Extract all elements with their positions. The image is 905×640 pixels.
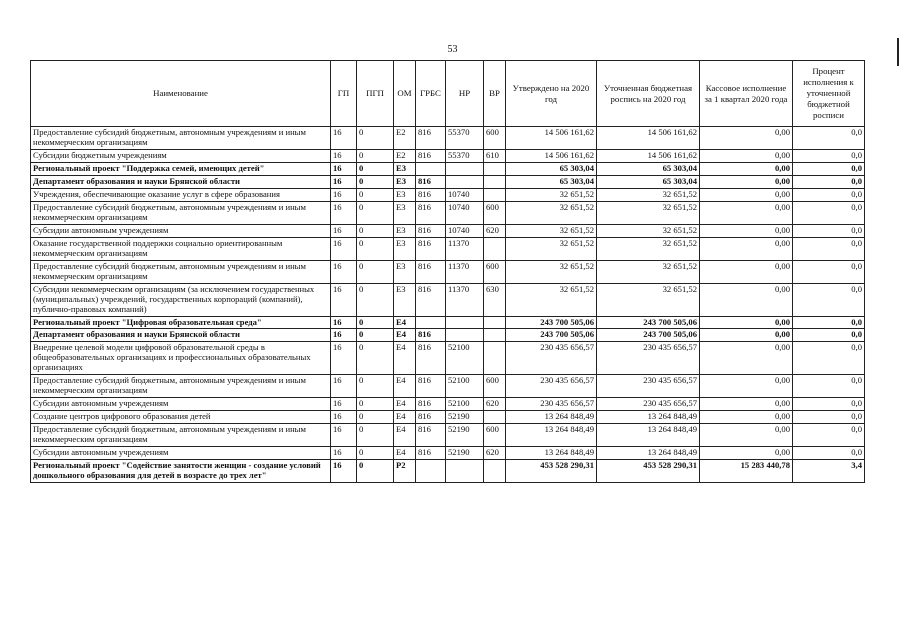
- row-gp: 16: [331, 424, 357, 447]
- row-pgp: 0: [357, 237, 394, 260]
- row-grbs: 816: [416, 149, 446, 162]
- row-percent: 0,0: [793, 411, 865, 424]
- table-row: [31, 398, 865, 411]
- row-om: P2: [394, 460, 416, 483]
- row-grbs: 816: [416, 201, 446, 224]
- table-row: [31, 283, 865, 316]
- row-pgp: 0: [357, 188, 394, 201]
- row-gp: 16: [331, 398, 357, 411]
- row-cash: 0,00: [700, 375, 793, 398]
- row-cash: 0,00: [700, 201, 793, 224]
- row-name: Субсидии некоммерческим организациям (за исключением государственных (муниципальных) учреждений, государственных корпораций (компаний), публично-правовых компаний): [31, 283, 331, 316]
- row-percent: 0,0: [793, 162, 865, 175]
- row-cash: 0,00: [700, 260, 793, 283]
- table-row: [31, 411, 865, 424]
- row-vr: [484, 329, 506, 342]
- row-cash: 0,00: [700, 447, 793, 460]
- row-percent: 0,0: [793, 342, 865, 375]
- row-vr: 600: [484, 127, 506, 150]
- row-np: 52100: [446, 342, 484, 375]
- row-pgp: 0: [357, 175, 394, 188]
- row-pgp: 0: [357, 411, 394, 424]
- row-name: Региональный проект "Поддержка семей, имеющих детей": [31, 162, 331, 175]
- row-gp: 16: [331, 237, 357, 260]
- row-vr: [484, 411, 506, 424]
- row-refined: 65 303,04: [597, 175, 700, 188]
- row-np: 52100: [446, 375, 484, 398]
- row-name: Департамент образования и науки Брянской области: [31, 329, 331, 342]
- header-refined: Уточненная бюджетная роспись на 2020 год: [597, 61, 700, 127]
- row-approved: 243 700 505,06: [506, 329, 597, 342]
- row-grbs: 816: [416, 224, 446, 237]
- row-gp: 16: [331, 316, 357, 329]
- row-np: [446, 316, 484, 329]
- row-percent: 0,0: [793, 149, 865, 162]
- row-np: 52190: [446, 424, 484, 447]
- row-grbs: 816: [416, 329, 446, 342]
- row-grbs: 816: [416, 411, 446, 424]
- row-percent: 0,0: [793, 316, 865, 329]
- row-refined: 230 435 656,57: [597, 375, 700, 398]
- row-refined: 453 528 290,31: [597, 460, 700, 483]
- row-approved: 65 303,04: [506, 162, 597, 175]
- row-gp: 16: [331, 411, 357, 424]
- row-gp: 16: [331, 149, 357, 162]
- row-refined: 13 264 848,49: [597, 411, 700, 424]
- row-om: E4: [394, 447, 416, 460]
- row-cash: 0,00: [700, 224, 793, 237]
- header-name: Наименование: [31, 61, 331, 127]
- row-percent: 0,0: [793, 283, 865, 316]
- header-percent: Процент исполнения к уточненной бюджетной росписи: [793, 61, 865, 127]
- row-pgp: 0: [357, 375, 394, 398]
- row-name: Субсидии автономным учреждениям: [31, 398, 331, 411]
- row-np: 55370: [446, 127, 484, 150]
- row-grbs: 816: [416, 424, 446, 447]
- row-cash: 0,00: [700, 411, 793, 424]
- table-row: [31, 149, 865, 162]
- row-refined: 243 700 505,06: [597, 329, 700, 342]
- row-np: 52190: [446, 447, 484, 460]
- header-om: ОМ: [394, 61, 416, 127]
- row-np: 52190: [446, 411, 484, 424]
- row-grbs: 816: [416, 398, 446, 411]
- row-name: Внедрение целевой модели цифровой образовательной среды в общеобразовательных организациях и профессиональных образовательных организациях: [31, 342, 331, 375]
- row-om: E4: [394, 398, 416, 411]
- row-grbs: 816: [416, 283, 446, 316]
- row-om: E4: [394, 316, 416, 329]
- row-gp: 16: [331, 460, 357, 483]
- row-pgp: 0: [357, 447, 394, 460]
- row-approved: 13 264 848,49: [506, 411, 597, 424]
- row-name: Предоставление субсидий бюджетным, автономным учреждениям и иным некоммерческим организациям: [31, 424, 331, 447]
- row-approved: 32 651,52: [506, 201, 597, 224]
- row-pgp: 0: [357, 224, 394, 237]
- row-approved: 14 506 161,62: [506, 149, 597, 162]
- row-gp: 16: [331, 175, 357, 188]
- row-gp: 16: [331, 224, 357, 237]
- row-om: E3: [394, 283, 416, 316]
- row-vr: [484, 175, 506, 188]
- row-om: E2: [394, 149, 416, 162]
- row-vr: 600: [484, 424, 506, 447]
- row-refined: 230 435 656,57: [597, 342, 700, 375]
- row-cash: 15 283 440,78: [700, 460, 793, 483]
- page-number: 53: [447, 44, 458, 55]
- row-percent: 0,0: [793, 375, 865, 398]
- row-name: Оказание государственной поддержки социально ориентированным некоммерческим организациям: [31, 237, 331, 260]
- row-pgp: 0: [357, 283, 394, 316]
- header-approved: Утверждено на 2020 год: [506, 61, 597, 127]
- row-om: E3: [394, 162, 416, 175]
- table-row: [31, 329, 865, 342]
- row-name: Предоставление субсидий бюджетным, автономным учреждениям и иным некоммерческим организациям: [31, 375, 331, 398]
- row-vr: [484, 237, 506, 260]
- row-approved: 65 303,04: [506, 175, 597, 188]
- row-grbs: [416, 460, 446, 483]
- row-gp: 16: [331, 447, 357, 460]
- row-percent: 0,0: [793, 447, 865, 460]
- row-approved: 32 651,52: [506, 237, 597, 260]
- row-vr: 600: [484, 375, 506, 398]
- row-vr: 630: [484, 283, 506, 316]
- row-refined: 13 264 848,49: [597, 447, 700, 460]
- row-grbs: 816: [416, 175, 446, 188]
- row-om: E4: [394, 375, 416, 398]
- row-percent: 0,0: [793, 175, 865, 188]
- row-grbs: 816: [416, 342, 446, 375]
- row-np: 55370: [446, 149, 484, 162]
- row-approved: 243 700 505,06: [506, 316, 597, 329]
- row-percent: 3,4: [793, 460, 865, 483]
- row-grbs: 816: [416, 188, 446, 201]
- row-gp: 16: [331, 260, 357, 283]
- table-row: [31, 375, 865, 398]
- row-grbs: 816: [416, 237, 446, 260]
- row-gp: 16: [331, 162, 357, 175]
- header-np: НР: [446, 61, 484, 127]
- row-refined: 14 506 161,62: [597, 127, 700, 150]
- row-approved: 13 264 848,49: [506, 447, 597, 460]
- row-name: Субсидии автономным учреждениям: [31, 447, 331, 460]
- row-pgp: 0: [357, 127, 394, 150]
- row-om: E4: [394, 411, 416, 424]
- header-cash: Кассовое исполнение за 1 квартал 2020 года: [700, 61, 793, 127]
- row-np: 11370: [446, 260, 484, 283]
- table-row: [31, 342, 865, 375]
- row-gp: 16: [331, 342, 357, 375]
- row-refined: 14 506 161,62: [597, 149, 700, 162]
- row-cash: 0,00: [700, 424, 793, 447]
- row-percent: 0,0: [793, 424, 865, 447]
- row-percent: 0,0: [793, 329, 865, 342]
- row-np: 52100: [446, 398, 484, 411]
- row-cash: 0,00: [700, 175, 793, 188]
- row-om: E4: [394, 329, 416, 342]
- row-name: Департамент образования и науки Брянской области: [31, 175, 331, 188]
- header-row: [31, 61, 865, 127]
- row-np: [446, 162, 484, 175]
- row-grbs: 816: [416, 375, 446, 398]
- row-cash: 0,00: [700, 329, 793, 342]
- budget-table: [30, 60, 865, 483]
- table-row: [31, 224, 865, 237]
- row-vr: 620: [484, 398, 506, 411]
- row-np: [446, 460, 484, 483]
- row-vr: 620: [484, 447, 506, 460]
- row-vr: 600: [484, 201, 506, 224]
- row-approved: 230 435 656,57: [506, 342, 597, 375]
- row-name: Предоставление субсидий бюджетным, автономным учреждениям и иным некоммерческим организациям: [31, 260, 331, 283]
- row-pgp: 0: [357, 201, 394, 224]
- row-cash: 0,00: [700, 188, 793, 201]
- row-om: E3: [394, 188, 416, 201]
- row-approved: 32 651,52: [506, 260, 597, 283]
- row-pgp: 0: [357, 260, 394, 283]
- row-pgp: 0: [357, 329, 394, 342]
- row-vr: [484, 460, 506, 483]
- row-name: Региональный проект "Содействие занятости женщин - создание условий дошкольного образования для детей в возрасте до трех лет": [31, 460, 331, 483]
- row-approved: 32 651,52: [506, 188, 597, 201]
- row-om: E3: [394, 224, 416, 237]
- row-name: Региональный проект "Цифровая образовательная среда": [31, 316, 331, 329]
- row-approved: 453 528 290,31: [506, 460, 597, 483]
- row-refined: 32 651,52: [597, 201, 700, 224]
- row-om: E4: [394, 424, 416, 447]
- row-vr: 610: [484, 149, 506, 162]
- row-name: Предоставление субсидий бюджетным, автономным учреждениям и иным некоммерческим организациям: [31, 201, 331, 224]
- row-grbs: 816: [416, 127, 446, 150]
- row-grbs: 816: [416, 447, 446, 460]
- table-row: [31, 201, 865, 224]
- row-percent: 0,0: [793, 398, 865, 411]
- row-vr: [484, 188, 506, 201]
- table-row: [31, 175, 865, 188]
- row-np: [446, 329, 484, 342]
- header-vr: ВР: [484, 61, 506, 127]
- row-approved: 13 264 848,49: [506, 424, 597, 447]
- row-refined: 32 651,52: [597, 224, 700, 237]
- row-name: Субсидии автономным учреждениям: [31, 224, 331, 237]
- row-percent: 0,0: [793, 127, 865, 150]
- row-grbs: 816: [416, 260, 446, 283]
- row-grbs: [416, 316, 446, 329]
- row-vr: [484, 162, 506, 175]
- table-row: [31, 127, 865, 150]
- row-refined: 32 651,52: [597, 283, 700, 316]
- row-approved: 32 651,52: [506, 283, 597, 316]
- row-cash: 0,00: [700, 149, 793, 162]
- table-row: [31, 237, 865, 260]
- row-om: E3: [394, 201, 416, 224]
- row-pgp: 0: [357, 149, 394, 162]
- row-om: E3: [394, 175, 416, 188]
- row-np: 11370: [446, 283, 484, 316]
- row-refined: 243 700 505,06: [597, 316, 700, 329]
- row-percent: 0,0: [793, 260, 865, 283]
- row-cash: 0,00: [700, 283, 793, 316]
- row-name: Предоставление субсидий бюджетным, автономным учреждениям и иным некоммерческим организациям: [31, 127, 331, 150]
- row-np: 11370: [446, 237, 484, 260]
- row-refined: 230 435 656,57: [597, 398, 700, 411]
- row-pgp: 0: [357, 424, 394, 447]
- row-om: E2: [394, 127, 416, 150]
- row-percent: 0,0: [793, 224, 865, 237]
- row-np: 10740: [446, 201, 484, 224]
- header-grbs: ГРБС: [416, 61, 446, 127]
- row-om: E4: [394, 342, 416, 375]
- row-approved: 14 506 161,62: [506, 127, 597, 150]
- row-np: 10740: [446, 224, 484, 237]
- row-om: E3: [394, 237, 416, 260]
- row-cash: 0,00: [700, 162, 793, 175]
- row-name: Субсидии бюджетным учреждениям: [31, 149, 331, 162]
- table-row: [31, 316, 865, 329]
- table-row: [31, 162, 865, 175]
- row-name: Учреждения, обеспечивающие оказание услуг в сфере образования: [31, 188, 331, 201]
- row-gp: 16: [331, 188, 357, 201]
- row-cash: 0,00: [700, 398, 793, 411]
- row-percent: 0,0: [793, 201, 865, 224]
- row-cash: 0,00: [700, 237, 793, 260]
- row-refined: 32 651,52: [597, 260, 700, 283]
- row-pgp: 0: [357, 342, 394, 375]
- row-gp: 16: [331, 201, 357, 224]
- header-gp: ГП: [331, 61, 357, 127]
- row-vr: [484, 316, 506, 329]
- row-np: [446, 175, 484, 188]
- row-name: Создание центров цифрового образования детей: [31, 411, 331, 424]
- row-om: E3: [394, 260, 416, 283]
- row-pgp: 0: [357, 162, 394, 175]
- row-percent: 0,0: [793, 188, 865, 201]
- row-percent: 0,0: [793, 237, 865, 260]
- row-cash: 0,00: [700, 316, 793, 329]
- row-vr: [484, 342, 506, 375]
- row-refined: 65 303,04: [597, 162, 700, 175]
- row-gp: 16: [331, 283, 357, 316]
- row-np: 10740: [446, 188, 484, 201]
- table-row: [31, 424, 865, 447]
- row-approved: 230 435 656,57: [506, 398, 597, 411]
- row-refined: 13 264 848,49: [597, 424, 700, 447]
- row-approved: 32 651,52: [506, 224, 597, 237]
- row-vr: 600: [484, 260, 506, 283]
- row-approved: 230 435 656,57: [506, 375, 597, 398]
- row-cash: 0,00: [700, 342, 793, 375]
- row-vr: 620: [484, 224, 506, 237]
- row-refined: 32 651,52: [597, 188, 700, 201]
- table-row: [31, 188, 865, 201]
- row-gp: 16: [331, 329, 357, 342]
- row-pgp: 0: [357, 460, 394, 483]
- row-gp: 16: [331, 127, 357, 150]
- row-gp: 16: [331, 375, 357, 398]
- table-row: [31, 460, 865, 483]
- table-row: [31, 447, 865, 460]
- table-row: [31, 260, 865, 283]
- row-pgp: 0: [357, 316, 394, 329]
- row-cash: 0,00: [700, 127, 793, 150]
- header-pgp: ПГП: [357, 61, 394, 127]
- margin-mark: [897, 38, 899, 66]
- row-pgp: 0: [357, 398, 394, 411]
- row-grbs: [416, 162, 446, 175]
- row-refined: 32 651,52: [597, 237, 700, 260]
